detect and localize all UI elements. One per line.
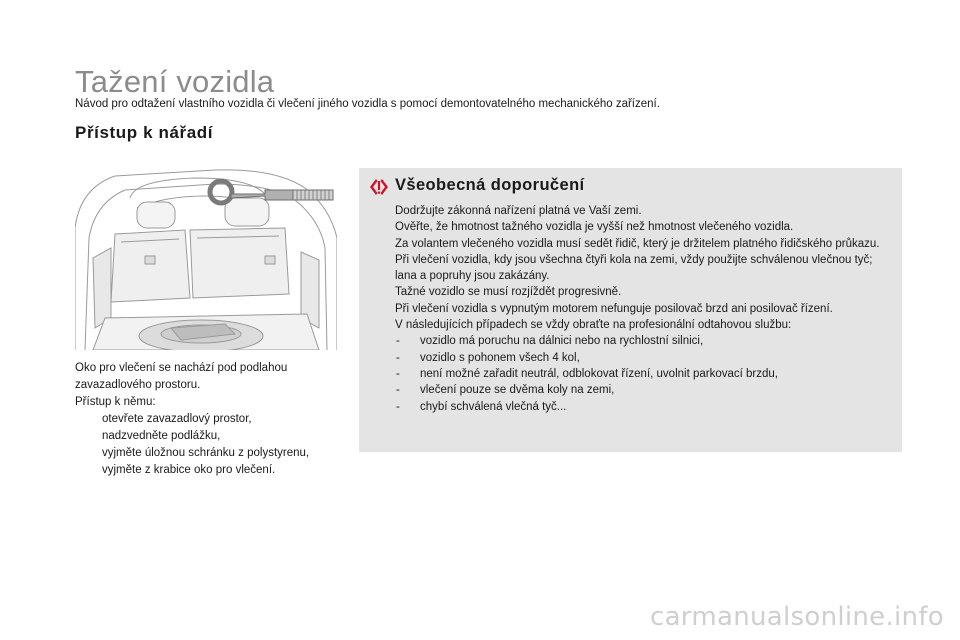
dash-marker: -	[396, 351, 400, 364]
list-item	[75, 428, 345, 445]
step-text: vyjměte úložnou schránku z polystyrenu,	[102, 447, 310, 459]
general-recommendations-title: Všeobecná doporučení	[395, 176, 585, 194]
list-item	[395, 382, 895, 398]
trunk-tow-eye-illustration	[75, 168, 337, 350]
list-item	[395, 399, 895, 415]
pointing-hand-icon	[75, 445, 102, 462]
step-text: nadzvedněte podlážku,	[102, 430, 221, 442]
paragraph: V následujících případech se vždy obraťte na profesionální odtahovou službu:	[395, 319, 792, 332]
general-recommendations-box	[359, 168, 902, 452]
pointing-hand-icon	[75, 411, 102, 428]
intro-line: Oko pro vlečení se nachází pod podlahou	[75, 362, 288, 374]
paragraph: Při vlečení vozidla s vypnutým motorem nefunguje posilovač brzd ani posilovač řízení.	[395, 302, 833, 315]
case-text: vozidlo s pohonem všech 4 kol,	[420, 351, 580, 364]
list-item	[395, 333, 895, 349]
step-text: otevřete zavazadlový prostor,	[102, 413, 252, 425]
list-item	[75, 411, 345, 428]
warning-icon	[369, 178, 389, 196]
list-item	[395, 366, 895, 382]
dash-marker: -	[396, 384, 400, 397]
pointing-hand-icon	[75, 428, 102, 445]
page-subtitle: Návod pro odtažení vlastního vozidla či vlečení jiného vozidla s pomocí demontovatelného mechanického zařízení.	[75, 98, 660, 110]
pointing-hand-icon	[75, 462, 102, 479]
general-recommendations-body	[395, 203, 895, 415]
paragraph: Při vlečení vozidla, kdy jsou všechna čtyři kola na zemi, vždy použijte schválenou vlečnou tyč; lana a popruhy jsou zakázány.	[395, 253, 873, 283]
section-title: Přístup k nářadí	[75, 123, 214, 142]
paragraph: Tažné vozidlo se musí rozjíždět progresivně.	[395, 286, 622, 299]
intro-line: zavazadlového prostoru.	[75, 379, 201, 391]
case-text: vlečení pouze se dvěma koly na zemi,	[420, 384, 615, 397]
case-text: chybí schválená vlečná tyč...	[420, 400, 567, 413]
dash-marker: -	[396, 367, 400, 380]
page-title: Tažení vozidla	[75, 64, 275, 99]
paragraph: Dodržujte zákonná nařízení platná ve Vaší zemi.	[395, 205, 642, 217]
access-steps-list	[75, 411, 345, 479]
list-item	[395, 350, 895, 366]
list-item	[75, 445, 345, 462]
dash-marker: -	[396, 335, 400, 348]
list-item	[75, 462, 345, 479]
intro-line: Přístup k němu:	[75, 396, 156, 408]
case-text: není možné zařadit neutrál, odblokovat řízení, uvolnit parkovací brzdu,	[420, 367, 778, 380]
watermark: carmanualsonline.info	[649, 602, 944, 632]
step-text: vyjměte z krabice oko pro vlečení.	[102, 464, 276, 476]
professional-service-cases	[395, 333, 895, 414]
paragraph: Ověřte, že hmotnost tažného vozidla je vyšší než hmotnost vlečeného vozidla.	[395, 221, 794, 234]
dash-marker: -	[396, 400, 400, 413]
paragraph: Za volantem vlečeného vozidla musí sedět řidič, který je držitelem platného řidičského průkazu.	[395, 237, 880, 250]
access-instructions	[75, 360, 345, 479]
case-text: vozidlo má poruchu na dálnici nebo na rychlostní silnici,	[420, 335, 704, 348]
